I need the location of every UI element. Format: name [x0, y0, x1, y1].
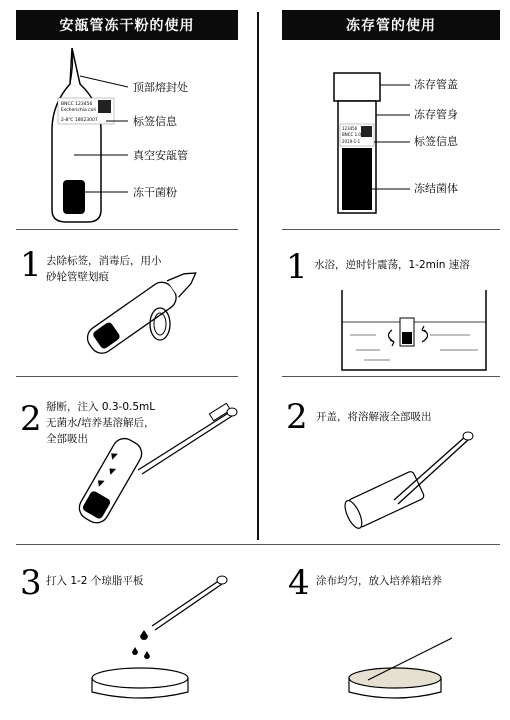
label-top-seal: 顶部熔封处 [133, 81, 188, 94]
cryo-sticker-line2: BNCC 1.0 [342, 132, 361, 137]
label-cryo-info: 标签信息 [414, 135, 458, 148]
label-vacuum-tube: 真空安瓿管 [133, 149, 188, 162]
label-freeze-powder: 冻干菌粉 [133, 186, 177, 199]
cryo-sticker-line1: 123456 [342, 126, 358, 131]
right-step-1-number: 1 [286, 247, 308, 287]
left-step-1-number: 1 [20, 245, 42, 285]
right-section-header: 冻存管的使用 [282, 10, 500, 40]
left-step-2-text-line2: 无菌水/培养基溶解后， [46, 417, 155, 429]
cryo-sticker-line3: 2019-1-1 [342, 139, 361, 144]
left-step-1-text-line1: 去除标签，消毒后，用小 [46, 255, 162, 267]
right-step-1-text: 水浴，逆时针震荡，1-2min 速溶 [314, 259, 470, 271]
right-step-2-number: 2 [286, 397, 308, 437]
left-step-1-text-line2: 砂轮管壁划痕 [46, 271, 109, 283]
left-section-header: 安瓿管冻干粉的使用 [16, 10, 238, 40]
ampoule-sticker-line3: 2-8℃ 18023007 [61, 118, 98, 123]
right-step-4-text: 涂布均匀，放入培养箱培养 [316, 575, 442, 587]
right-step-4-number: 4 [288, 563, 310, 603]
label-ampoule-info: 标签信息 [133, 115, 177, 128]
right-step-2-text: 开盖，将溶解液全部吸出 [316, 411, 432, 423]
left-step-3-text: 打入 1-2 个琼脂平板 [46, 575, 144, 587]
ampoule-sticker-line2: Escherichia coli [61, 108, 96, 113]
label-cryo-body: 冻存管身 [414, 108, 458, 121]
label-cryo-strain: 冻结菌体 [414, 182, 458, 195]
left-step-3-number: 3 [20, 563, 42, 603]
left-step-2-number: 2 [20, 399, 42, 439]
agar-plate-2 [349, 668, 441, 688]
label-cryo-cap: 冻存管盖 [414, 78, 458, 91]
left-step-2-text-line1: 掰断，注入 0.3-0.5mL [46, 401, 156, 413]
left-step-2-text-line3: 全部吸出 [46, 433, 88, 445]
ampoule-sticker-line1: BNCC 123456 [61, 102, 93, 107]
